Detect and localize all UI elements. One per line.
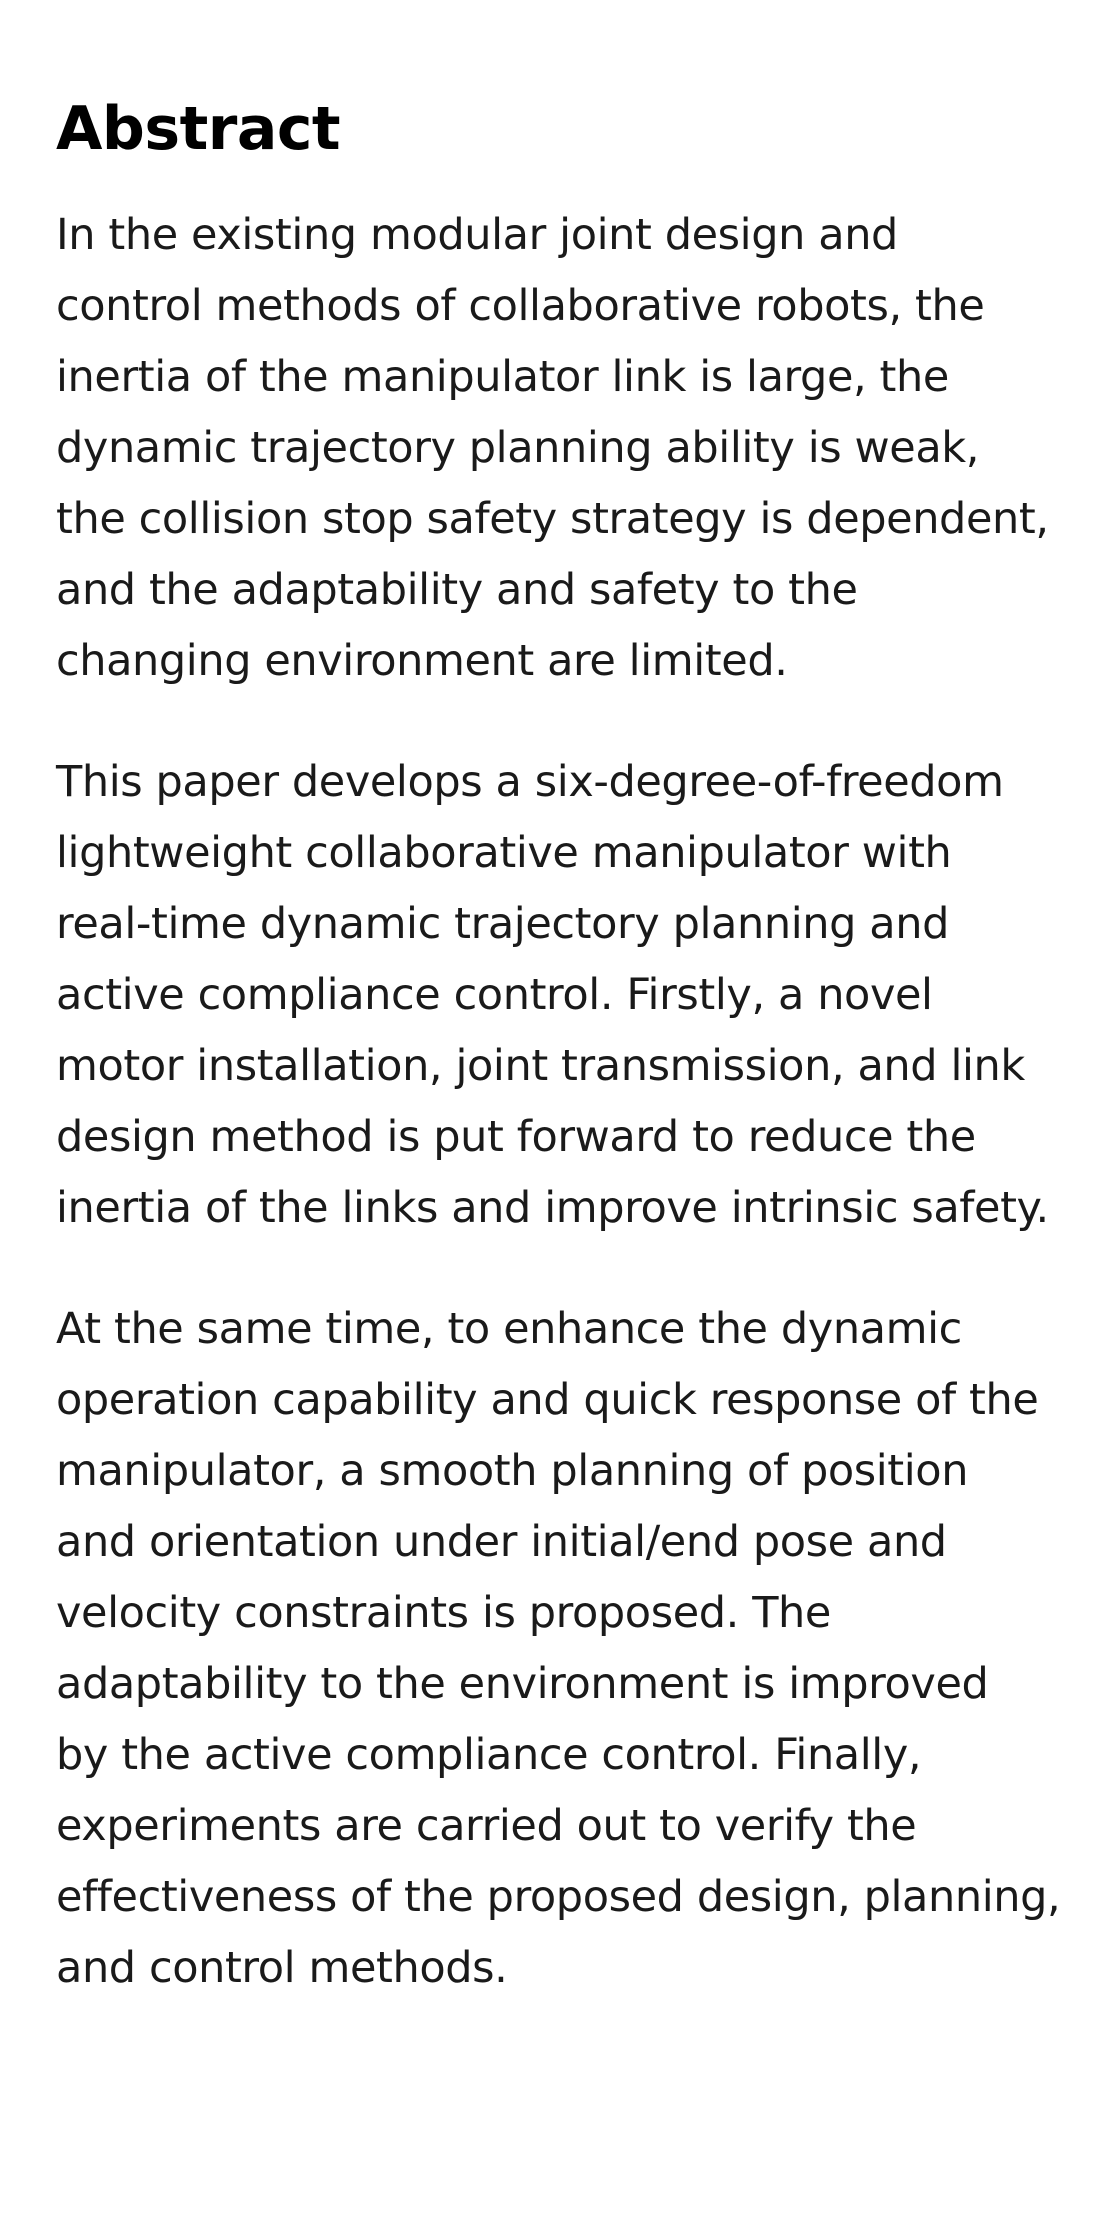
abstract-section [56,92,1106,2054]
abstract-paragraph-2: This paper develops a six-degree-of-freedom lightweight collaborative manipulator with real-time dynamic trajectory planning and active compliance control. Firstly, a novel motor installation, joint transmission, and link design method is put forward to reduce the inertia of the links and improve intrinsic safety. [56,757,1049,1233]
abstract-paragraph-1: In the existing modular joint design and control methods of collaborative robots, the inertia of the manipulator link is large, the dynamic trajectory planning ability is weak, the collision stop safety strategy is dependent, and the adaptability and safety to the changing environment are limited. [56,210,1049,686]
abstract-paragraph-3: At the same time, to enhance the dynamic operation capability and quick response of the manipulator, a smooth planning of position and orientation under initial/end pose and velocity constraints is proposed. The adaptability to the environment is improved by the active compliance control. Finally, experiments are carried out to verify the effectiveness of the proposed design, planning, and control methods. [56,1304,1061,1993]
abstract-heading: Abstract [56,94,341,164]
